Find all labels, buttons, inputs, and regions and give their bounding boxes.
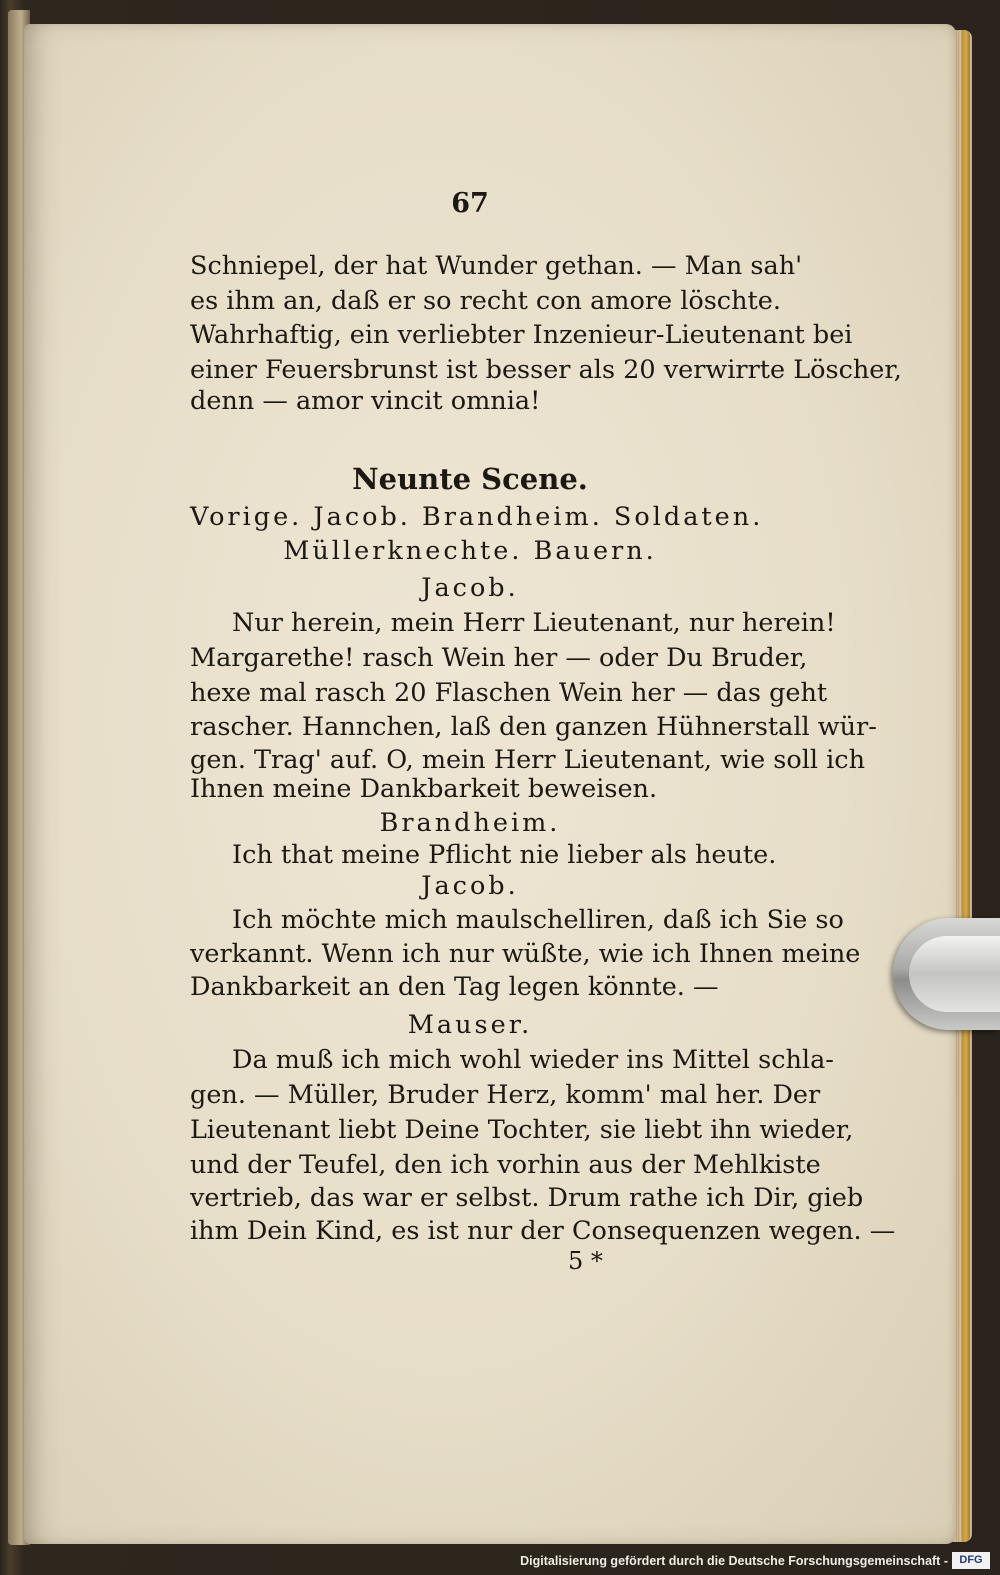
speech-line: Dankbarkeit an den Tag legen könnte. — (190, 972, 719, 1002)
page-clip-highlight (909, 936, 1000, 1012)
speech-line: ihm Dein Kind, es ist nur der Consequenzen wegen. — (190, 1216, 896, 1246)
text-line: denn — amor vincit omnia! (190, 386, 541, 416)
speech-line: und der Teufel, den ich vorhin aus der Mehlkiste (190, 1150, 821, 1180)
speaker-name: Brandheim. (379, 808, 561, 838)
speech-line: verkannt. Wenn ich nur wüßte, wie ich Ihnen meine (190, 939, 861, 969)
dfg-logo: DFG (952, 1552, 990, 1569)
cast-list: Müllerknechte. Bauern. (283, 536, 657, 566)
text-line: Schniepel, der hat Wunder gethan. — Man sah' (190, 251, 803, 281)
gilt-edge (962, 30, 970, 1542)
text-line: es ihm an, daß er so recht con amore löschte. (190, 286, 781, 316)
speech-line: gen. Trag' auf. O, mein Herr Lieutenant, wie soll ich (190, 745, 865, 775)
cast-list: Vorige. Jacob. Brandheim. Soldaten. (190, 502, 764, 532)
speaker-name: Jacob. (421, 871, 519, 901)
signature-mark: 5 * (568, 1247, 603, 1275)
speech-line: vertrieb, das war er selbst. Drum rathe ich Dir, gieb (190, 1183, 864, 1213)
speech-line: Ich that meine Pflicht nie lieber als heute. (232, 840, 777, 870)
digitization-credit: Digitalisierung gefördert durch die Deutsche Forschungsgemeinschaft - (520, 1554, 948, 1568)
speech-line: gen. — Müller, Bruder Herz, komm' mal her. Der (190, 1080, 821, 1110)
speech-line: Lieutenant liebt Deine Tochter, sie liebt ihn wieder, (190, 1115, 854, 1145)
text-line: Wahrhaftig, ein verliebter Inzenieur-Lieutenant bei (190, 320, 853, 350)
speech-line: Da muß ich mich wohl wieder ins Mittel schla- (232, 1045, 834, 1075)
speech-line: Nur herein, mein Herr Lieutenant, nur herein! (232, 608, 836, 638)
speech-line: hexe mal rasch 20 Flaschen Wein her — das geht (190, 678, 828, 708)
speaker-name: Jacob. (421, 573, 519, 603)
speech-line: Margarethe! rasch Wein her — oder Du Bruder, (190, 643, 808, 673)
speech-line: rascher. Hannchen, laß den ganzen Hühnerstall wür- (190, 712, 877, 742)
text-line: einer Feuersbrunst ist besser als 20 verwirrte Löscher, (190, 355, 902, 385)
scene-heading: Neunte Scene. (352, 462, 588, 496)
speech-line: Ich möchte mich maulschelliren, daß ich Sie so (232, 905, 844, 935)
speech-line: Ihnen meine Dankbarkeit beweisen. (190, 774, 658, 804)
speaker-name: Mauser. (407, 1010, 533, 1040)
page-number: 67 (451, 188, 489, 219)
